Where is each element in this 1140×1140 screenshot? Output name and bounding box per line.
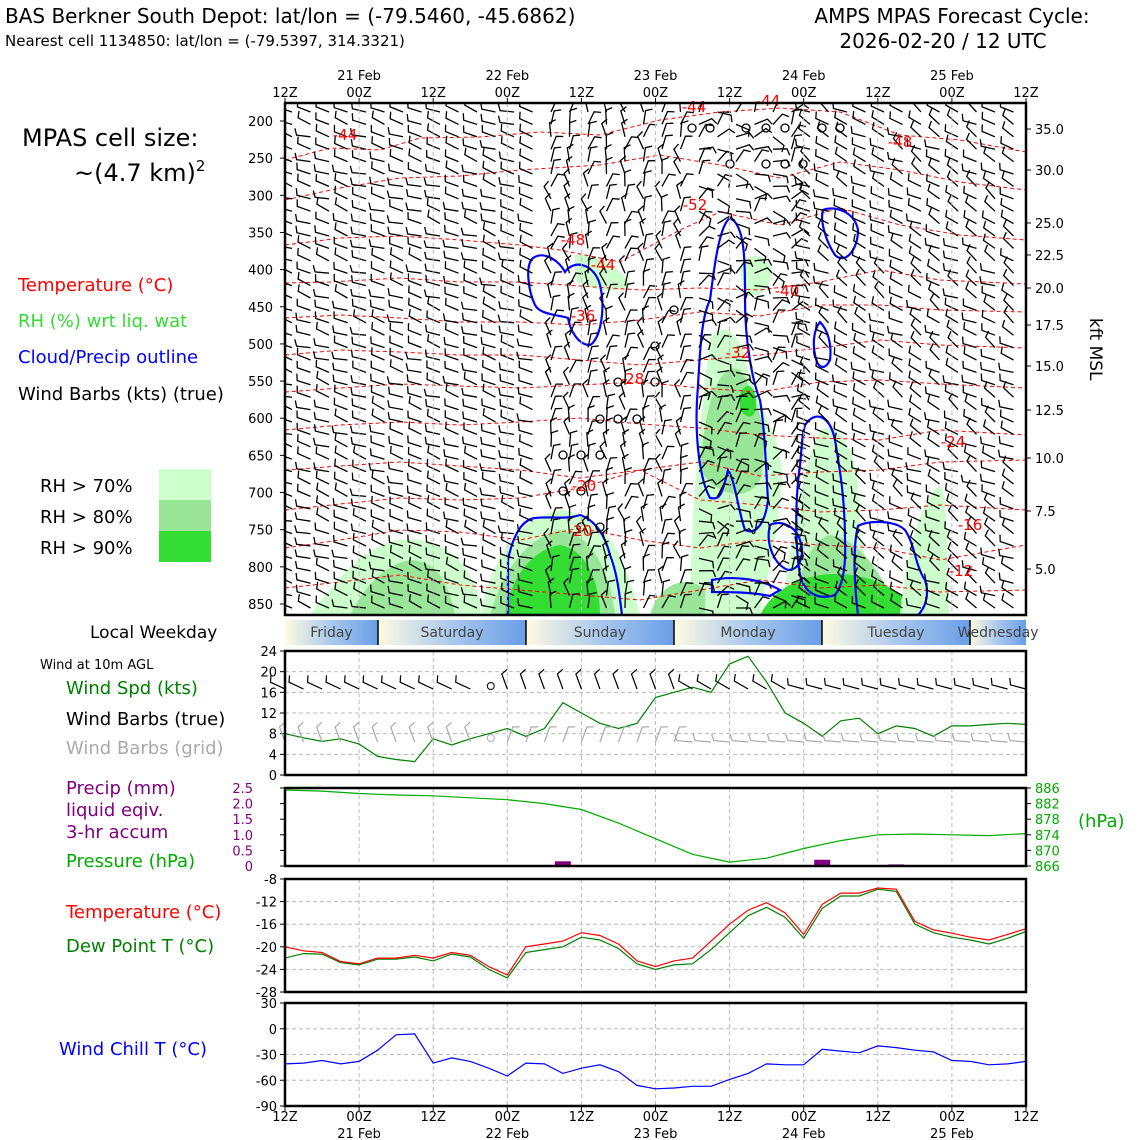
- cell-size-line2: ~(4.7 km)$^2$: [74, 157, 206, 187]
- rh80-swatch: [159, 500, 211, 531]
- y-tick-label: -24: [255, 963, 277, 979]
- pressure-r-tick-label: 866: [1035, 860, 1060, 875]
- top-time-label: 12Z: [865, 86, 891, 101]
- y-tick-label: 0: [268, 769, 277, 784]
- pressure-r-tick-label: 870: [1035, 844, 1060, 860]
- bottom-time-label: 12Z: [716, 1110, 743, 1125]
- legend-rh80: RH > 80%: [40, 507, 133, 528]
- bottom-time-label: 12Z: [1013, 1110, 1039, 1125]
- bottom-date-label: 22 Feb: [485, 1127, 530, 1140]
- precip-tick-label: 2.5: [232, 782, 253, 797]
- top-date-label: 21 Feb: [337, 69, 381, 84]
- kft-tick-label: 22.5: [1035, 249, 1064, 264]
- y-tick-label: -20: [255, 940, 277, 956]
- kft-tick-label: 15.0: [1035, 360, 1064, 375]
- temperature-contour-label: -48: [560, 231, 586, 249]
- rh90-swatch: [159, 531, 211, 562]
- y-tick-label: -28: [255, 986, 277, 1001]
- top-date-label: 24 Feb: [781, 69, 826, 84]
- weekday-name: Monday: [720, 625, 776, 641]
- precip-tick-label: 1.0: [232, 828, 253, 844]
- bottom-date-label: 23 Feb: [633, 1127, 678, 1140]
- wind-note: Wind at 10m AGL: [40, 658, 154, 673]
- temperature-contour-label: -44: [590, 256, 616, 274]
- top-time-label: 00Z: [790, 86, 817, 101]
- windchill-label: Wind Chill T (°C): [59, 1039, 207, 1060]
- y-tick-label: 12: [260, 707, 277, 722]
- temperature-contour-label: -12: [948, 562, 974, 580]
- kft-tick-label: 25.0: [1035, 217, 1064, 232]
- temperature-contour-label: -44: [681, 98, 707, 116]
- y-tick-label: -8: [264, 873, 277, 888]
- top-time-label: 00Z: [642, 86, 669, 101]
- pressure-label: Pressure (hPa): [66, 851, 196, 872]
- bottom-time-label: 12Z: [420, 1110, 446, 1125]
- bottom-time-label: 12Z: [865, 1110, 891, 1125]
- pressure-tick-label: 250: [248, 152, 273, 168]
- y-tick-label: 4: [268, 748, 277, 764]
- y-tick-label: 20: [260, 665, 277, 681]
- legend-rh: RH (%) wrt liq. wat: [18, 311, 188, 332]
- pressure-tick-label: 200: [248, 115, 273, 130]
- bottom-date-label: 25 Feb: [930, 1127, 974, 1140]
- y-tick-label: -12: [255, 895, 277, 911]
- top-time-label: 00Z: [939, 86, 965, 101]
- legend-rh70: RH > 70%: [40, 476, 133, 497]
- pressure-tick-label: 550: [248, 375, 273, 391]
- top-time-label: 12Z: [568, 86, 595, 101]
- kft-tick-label: 30.0: [1035, 164, 1064, 179]
- bottom-time-label: 00Z: [939, 1110, 965, 1125]
- precip-tick-label: 2.0: [232, 797, 253, 813]
- cell-size-line1: MPAS cell size:: [22, 124, 199, 152]
- weekday-name: Sunday: [573, 625, 627, 641]
- title-left: BAS Berkner South Depot: lat/lon = (-79.5460, -45.6862): [5, 4, 576, 28]
- title-right-2: 2026-02-20 / 12 UTC: [839, 29, 1047, 53]
- weekday-bar: [285, 620, 1039, 645]
- precip-label-3: 3-hr accum: [66, 822, 169, 843]
- surface-panels: [232, 645, 1060, 1140]
- temperature-contour-label: -36: [570, 307, 596, 325]
- pressure-tick-label: 450: [248, 300, 273, 316]
- kft-tick-label: 12.5: [1035, 404, 1064, 419]
- pressure-r-tick-label: 874: [1035, 828, 1060, 844]
- pressure-tick-label: 850: [248, 598, 273, 613]
- temperature-contour-label: -16: [957, 516, 983, 534]
- pressure-r-tick-label: 886: [1035, 782, 1060, 797]
- precip-tick-label: 0.5: [232, 844, 253, 860]
- pressure-tick-label: 300: [248, 189, 273, 205]
- top-time-label: 12Z: [716, 86, 743, 101]
- y-tick-label: -30: [255, 1048, 277, 1064]
- top-time-label: 12Z: [272, 86, 298, 101]
- temperature-contour-label: -24: [940, 433, 966, 451]
- top-date-label: 23 Feb: [633, 69, 678, 84]
- temperature-contour-label: -44: [332, 126, 358, 144]
- kft-label: kft MSL: [1085, 318, 1105, 381]
- legend-rh90: RH > 90%: [40, 538, 133, 559]
- weekday-name: Saturday: [420, 625, 484, 641]
- y-tick-label: -60: [255, 1074, 277, 1090]
- wind-barbs-true-label: Wind Barbs (true): [66, 709, 226, 730]
- dewpoint-label: Dew Point T (°C): [66, 936, 215, 957]
- top-time-label: 00Z: [494, 86, 521, 101]
- temperature-label: Temperature (°C): [66, 902, 222, 923]
- cross-section-panel: [248, 69, 1064, 618]
- wind-barbs-grid-label: Wind Barbs (grid): [66, 738, 224, 759]
- precip-tick-label: 1.5: [232, 813, 253, 829]
- bottom-time-label: 12Z: [272, 1110, 298, 1125]
- precip-tick-label: 0: [244, 860, 253, 875]
- kft-tick-label: 20.0: [1035, 282, 1064, 297]
- pressure-tick-label: 700: [248, 486, 273, 502]
- top-time-label: 12Z: [420, 86, 446, 101]
- bottom-time-label: 00Z: [642, 1110, 669, 1125]
- temperature-contour-label: -20: [567, 522, 593, 540]
- y-tick-label: -16: [255, 918, 277, 934]
- bottom-time-label: 00Z: [346, 1110, 372, 1125]
- temperature-contour-label: -28: [619, 370, 645, 388]
- title-right-1: AMPS MPAS Forecast Cycle:: [814, 4, 1090, 28]
- top-time-label: 12Z: [1013, 86, 1039, 101]
- subtitle-left: Nearest cell 1134850: lat/lon = (-79.5397, 314.3321): [5, 32, 405, 50]
- bottom-date-label: 24 Feb: [781, 1127, 826, 1140]
- bottom-date-label: 21 Feb: [337, 1127, 381, 1140]
- pressure-tick-label: 600: [248, 412, 273, 428]
- top-date-label: 25 Feb: [930, 69, 974, 84]
- temperature-contour-label: -40: [774, 282, 800, 300]
- y-tick-label: 16: [260, 686, 277, 702]
- pressure-tick-label: 400: [248, 263, 273, 279]
- temperature-contour-label: -32: [725, 344, 751, 362]
- pressure-r-tick-label: 878: [1035, 813, 1060, 829]
- y-tick-label: 0: [268, 1022, 277, 1038]
- top-date-label: 22 Feb: [485, 69, 530, 84]
- kft-tick-label: 5.0: [1035, 563, 1056, 578]
- top-time-label: 00Z: [346, 86, 372, 101]
- legend-barbs: Wind Barbs (kts) (true): [18, 384, 224, 405]
- y-tick-label: -90: [255, 1100, 277, 1115]
- bottom-time-label: 00Z: [494, 1110, 521, 1125]
- kft-tick-label: 35.0: [1035, 123, 1064, 138]
- wind-spd-label: Wind Spd (kts): [66, 678, 198, 699]
- pressure-tick-label: 650: [248, 449, 273, 465]
- temperature-contour-label: -52: [682, 196, 708, 214]
- y-tick-label: 24: [260, 645, 277, 660]
- hpa-label: (hPa): [1078, 811, 1125, 832]
- weekday-name: Wednesday: [957, 625, 1039, 641]
- pressure-tick-label: 750: [248, 523, 273, 539]
- bottom-time-label: 12Z: [568, 1110, 595, 1125]
- precip-label-2: liquid eqiv.: [66, 800, 164, 821]
- weekday-name: Friday: [310, 625, 353, 641]
- temperature-contour-label: -48: [887, 133, 913, 151]
- pressure-tick-label: 500: [248, 337, 273, 353]
- kft-tick-label: 10.0: [1035, 452, 1064, 467]
- precip-label-1: Precip (mm): [66, 778, 176, 799]
- kft-tick-label: 17.5: [1035, 319, 1064, 334]
- weekday-name: Tuesday: [867, 625, 925, 641]
- y-tick-label: 30: [260, 997, 277, 1012]
- temperature-contour-label: -20: [571, 477, 597, 495]
- bottom-time-label: 00Z: [790, 1110, 817, 1125]
- rh70-swatch: [159, 469, 211, 500]
- legend-cloud: Cloud/Precip outline: [18, 347, 199, 368]
- temperature-contour-label: -44: [755, 92, 781, 110]
- weekday-label: Local Weekday: [90, 623, 218, 643]
- pressure-r-tick-label: 882: [1035, 797, 1060, 813]
- legend-temperature: Temperature (°C): [18, 275, 174, 296]
- kft-tick-label: 7.5: [1035, 505, 1056, 520]
- y-tick-label: 8: [268, 727, 277, 743]
- pressure-tick-label: 800: [248, 560, 273, 576]
- pressure-tick-label: 350: [248, 226, 273, 242]
